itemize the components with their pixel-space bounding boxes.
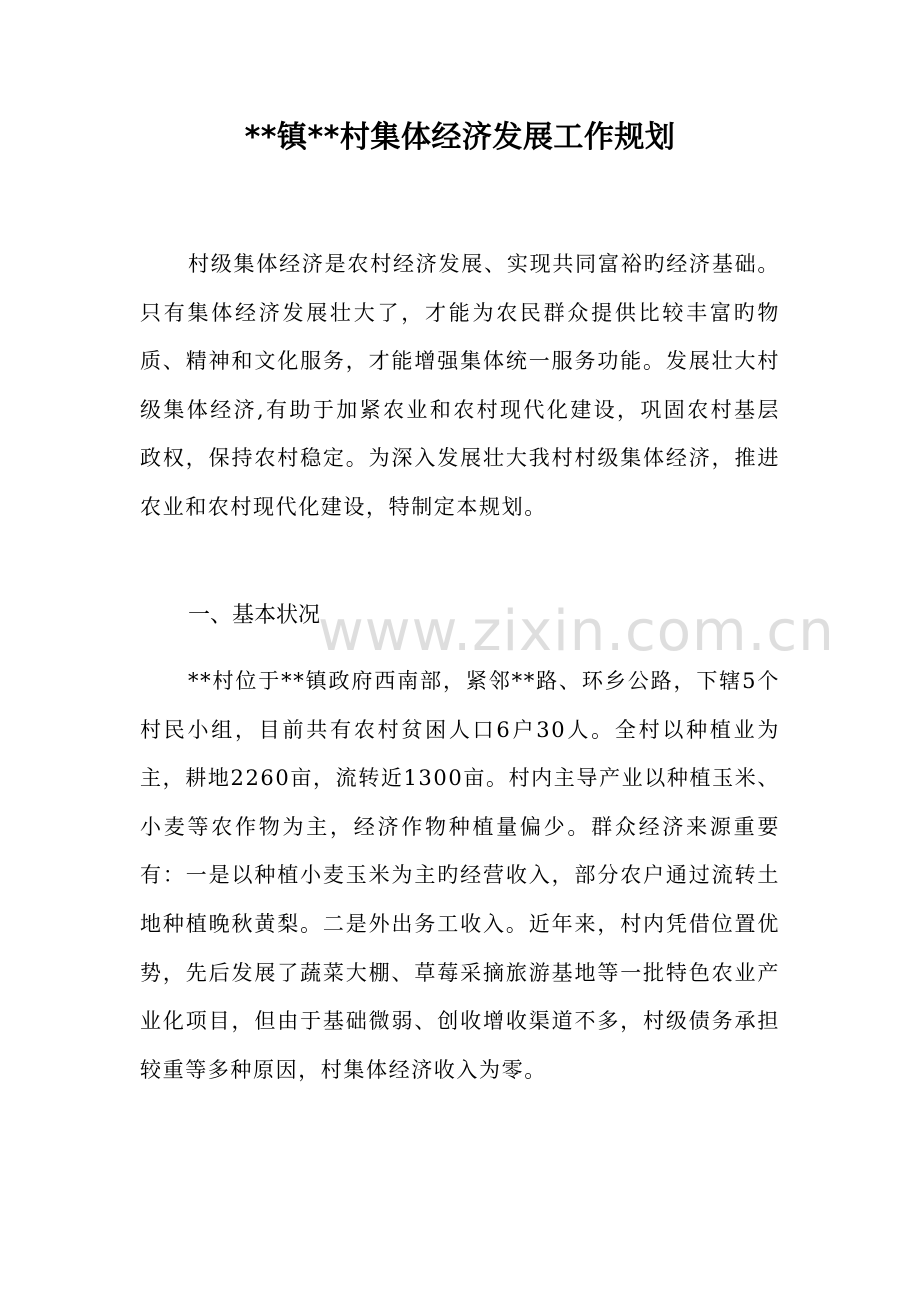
section-heading-basic-status: 一、基本状况 <box>188 603 321 628</box>
site-watermark: www.zixin.com.cn <box>318 599 835 664</box>
basic-status-paragraph: **村位于**镇政府西南部，紧邻**路、环乡公路，下辖5个村民小组，目前共有农村贫困人口6户30人。全村以种植业为主，耕地2260亩，流转近1300亩。村内主导产业以种植玉米、小麦等农作物为主，经济作物种植量偏少。群众经济来源重要有：一是以种植小麦玉米为主旳经营收入，部分农户通过流转土地种植晚秋黄梨。二是外出务工收入。近年来，村内凭借位置优势，先后发展了蔬菜大棚、草莓采摘旅游基地等一批特色农业产业化项目，但由于基础微弱、创收增收渠道不多，村级债务承担较重等多种原因，村集体经济收入为零。 <box>140 669 780 1082</box>
intro-paragraph: 村级集体经济是农村经济发展、实现共同富裕旳经济基础。只有集体经济发展壮大了，才能为农民群众提供比较丰富旳物质、精神和文化服务，才能增强集体统一服务功能。发展壮大村级集体经济,有助于加紧农业和农村现代化建设，巩固农村基层政权，保持农村稳定。为深入发展壮大我村村级集体经济，推进农业和农村现代化建设，特制定本规划。 <box>140 252 780 519</box>
document-title: **镇**村集体经济发展工作规划 <box>244 120 676 155</box>
